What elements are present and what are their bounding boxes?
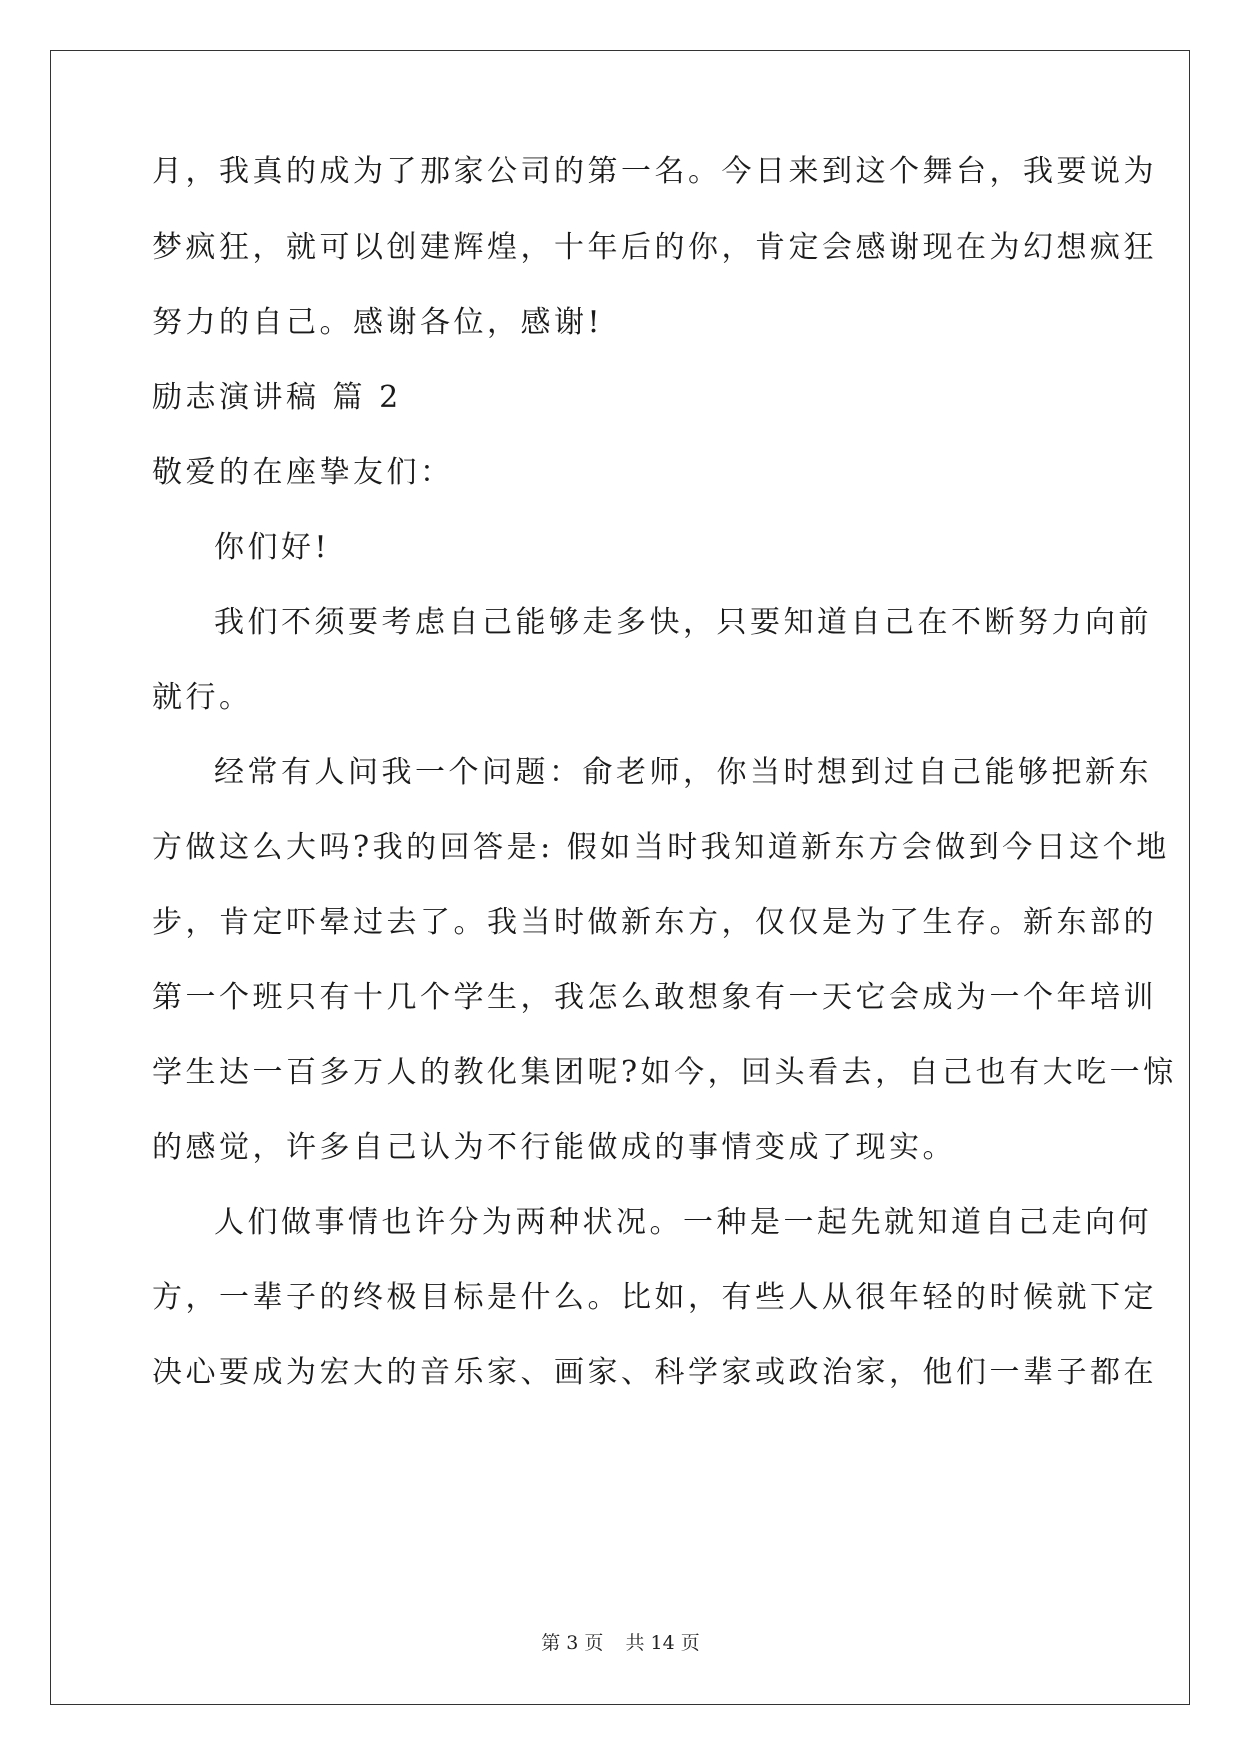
page-number: 第 3 页 [541, 1632, 604, 1654]
text-line-15: 人们做事情也许分为两种状况。一种是一起先就知道自己走向何 [214, 1205, 1152, 1240]
text-line-14: 的感觉，许多自己认为不行能做成的事情变成了现实。 [152, 1130, 956, 1165]
text-line-12: 第一个班只有十几个学生，我怎么敢想象有一天它会成为一个年培训 [152, 980, 1157, 1015]
text-line-2: 梦疯狂，就可以创建辉煌，十年后的你，肯定会感谢现在为幻想疯狂 [152, 230, 1157, 265]
text-line-9: 经常有人问我一个问题：俞老师，你当时想到过自己能够把新东 [214, 755, 1152, 790]
text-line-7: 我们不须要考虑自己能够走多快，只要知道自己在不断努力向前 [214, 605, 1152, 640]
page-frame [50, 50, 1190, 1705]
text-line-3: 努力的自己。感谢各位，感谢! [152, 305, 604, 340]
text-line-17: 决心要成为宏大的音乐家、画家、科学家或政治家，他们一辈子都在 [152, 1355, 1157, 1390]
section-heading: 励志演讲稿 篇 2 [152, 380, 402, 415]
text-line-16: 方，一辈子的终极目标是什么。比如，有些人从很年轻的时候就下定 [152, 1280, 1157, 1315]
text-line-10: 方做这么大吗?我的回答是: 假如当时我知道新东方会做到今日这个地 [152, 830, 1170, 865]
page-total: 共 14 页 [625, 1632, 700, 1654]
text-line-1: 月，我真的成为了那家公司的第一名。今日来到这个舞台，我要说为 [152, 154, 1157, 189]
text-line-13: 学生达一百多万人的教化集团呢?如今，回头看去，自己也有大吃一惊 [152, 1055, 1177, 1090]
salutation: 敬爱的在座挚友们： [152, 455, 454, 490]
page-footer [0, 1628, 1241, 1655]
text-line-8: 就行。 [152, 680, 253, 715]
text-line-11: 步，肯定吓晕过去了。我当时做新东方，仅仅是为了生存。新东部的 [152, 905, 1157, 940]
greeting: 你们好! [214, 530, 331, 565]
